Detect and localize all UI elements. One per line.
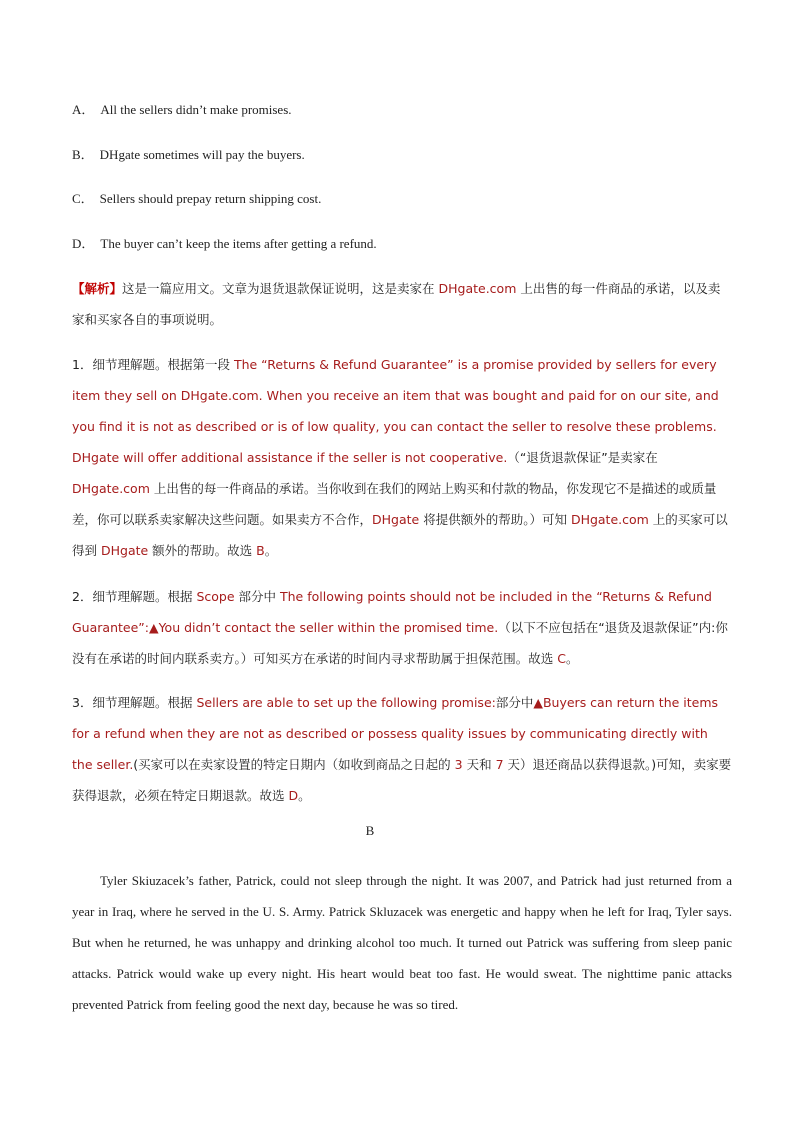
q3-label: 3．细节理解题。根据 <box>72 695 197 710</box>
q1-conclusion: 额外的帮助。故选 <box>148 543 257 558</box>
analysis-question-3 <box>72 687 732 811</box>
q2-answer: C <box>557 651 566 666</box>
option-text: The buyer can’t keep the items after getting a refund. <box>100 236 377 251</box>
option-key: B． <box>72 147 94 162</box>
q3-translation: (买家可以在卖家设置的特定日期内（如收到商品之日起的 <box>133 757 455 772</box>
analysis-tag: 【解析】 <box>72 281 123 296</box>
q1-translation: 将提供额外的帮助。）可知 <box>419 512 571 527</box>
section-heading: B <box>365 823 375 838</box>
q3-translation: 天）退还商品以获得退款。)可知，卖家要获得退款，必须在特定日期退款。故选 <box>72 757 732 803</box>
brand-name: DHgate <box>372 512 420 527</box>
q2-scope: Scope <box>196 589 235 604</box>
q1-conclusion: 上的买家可以得到 <box>72 512 728 558</box>
option-c <box>72 190 321 208</box>
q3-number: 3 <box>454 757 463 772</box>
q2-translation: （以下不应包括在“退货及退款保证”内:你没有在承诺的时间内联系卖方。）可知买方在承诺的时间内寻求帮助属于担保范围。故选 <box>72 620 728 666</box>
q3-mid: 部分中 <box>495 695 534 710</box>
analysis-question-1 <box>72 349 732 566</box>
site-name: DHgate.com <box>438 281 517 296</box>
site-name: DHgate.com <box>570 512 649 527</box>
option-text: All the sellers didn’t make promises. <box>100 102 292 117</box>
q1-quote: The “Returns & Refund Guarantee” is a promise provided by sellers for every item they sell on DHgate.com. When you receive an item that was bought and paid for on our site, and you find it is not as described or is of low quality, you can contact the seller to resolve these problems. DHgate will offer additional assistance if the seller is not cooperative. <box>72 357 719 465</box>
brand-name: DHgate <box>100 543 149 558</box>
analysis-intro-tail: 上出售的每一件商品的承诺，以及卖家和买家各自的事项说明。 <box>72 281 721 327</box>
q3-end: 。 <box>298 788 311 803</box>
option-key: C． <box>72 191 94 206</box>
site-name: DHgate.com <box>72 481 150 496</box>
option-text: DHgate sometimes will pay the buyers. <box>99 147 305 162</box>
q2-mid: 部分中 <box>234 589 280 604</box>
analysis-intro-text: 这是一篇应用文。文章为退货退款保证说明，这是卖家在 <box>122 281 439 296</box>
q1-translation: （“退货退款保证”是卖家在 <box>507 450 658 465</box>
q3-translation: 天和 <box>462 757 496 772</box>
q2-end: 。 <box>565 651 579 666</box>
q2-label: 2．细节理解题。根据 <box>72 589 197 604</box>
q1-translation: 上出售的每一件商品的承诺。当你收到在我们的网站上购买和付款的物品，你发现它不是描述的或质量差，你可以联系卖家解决这些问题。如果卖方不合作， <box>72 481 717 527</box>
option-a <box>72 101 292 119</box>
q1-answer: B <box>256 543 265 558</box>
analysis-question-2 <box>72 581 732 674</box>
reading-passage: Tyler Skiuzacek’s father, Patrick, could not sleep through the night. It was 2007, and Patrick had just returned from a year in Iraq, where he served in the U. S. Army. Patrick Skluzacek was energetic and happy when he left for Iraq, Tyler says. But when he returned, he was unhappy and drinking alcohol too much. It turned out Patrick was suffering from sleep panic attacks. Patrick would wake up every night. His heart would beat too fast. He would sweat. The nighttime panic attacks prevented Patrick from feeling good the next day, because he was so tired. <box>72 873 732 1012</box>
q1-end: 。 <box>264 543 278 558</box>
q2-quote: The following points should not be included in the “Returns & Refund Guarantee”:▲You didn’t contact the seller within the promised time. <box>72 589 712 635</box>
q3-answer: D <box>288 788 299 803</box>
q1-label: 1．细节理解题。根据第一段 <box>72 357 234 372</box>
option-d <box>72 235 377 253</box>
option-b <box>72 146 305 164</box>
option-key: A． <box>72 102 95 117</box>
analysis-intro <box>72 273 732 335</box>
option-text: Sellers should prepay return shipping cost. <box>99 191 322 206</box>
q3-number: 7 <box>495 757 504 772</box>
q3-quote-b: ▲Buyers can return the items for a refund when they are not as described or possess quality issues by communicating directly with the seller. <box>72 695 719 772</box>
q3-quote-a: Sellers are able to set up the following promise: <box>196 695 496 710</box>
option-key: D． <box>72 236 95 251</box>
